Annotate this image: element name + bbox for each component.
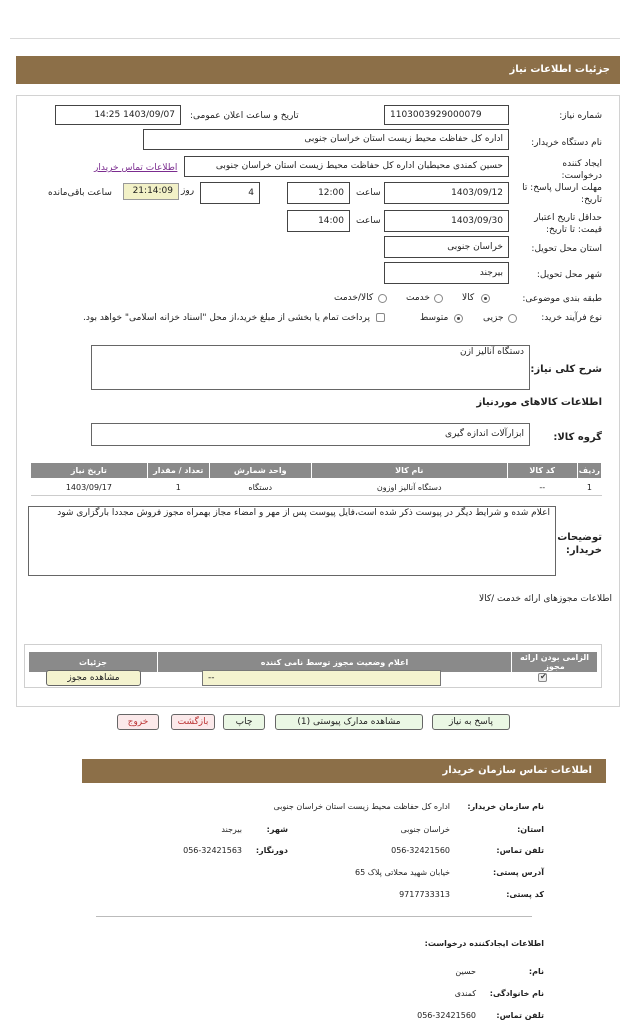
contact-phone-label: تلفن تماس: <box>496 846 544 855</box>
contact-fax-value: 056-32421563 <box>183 846 242 855</box>
category-goods-label: کالا <box>462 293 475 303</box>
category-service-radio[interactable] <box>434 294 443 303</box>
remaining-time-label: ساعت باقی‌مانده <box>48 188 112 198</box>
contact-address-value: خیابان شهید محلاتی پلاک 65 <box>355 868 450 877</box>
creator-last-name-value: کمندی <box>454 989 476 998</box>
reply-days-field: 4 <box>200 182 260 204</box>
reply-time-label: ساعت <box>356 188 381 198</box>
cell-code: -- <box>507 479 577 496</box>
process-medium-label: متوسط <box>420 313 449 323</box>
table-row[interactable] <box>31 479 602 496</box>
buyer-notes-field: اعلام شده و شرایط دیگر در پیوست ذکر شده است،فایل پیوست پس از مهر و امضاء مجاز بهمراه مجوز فروش مجددا بارگزاری شود <box>28 506 556 576</box>
col-unit: واحد شمارش <box>209 463 311 479</box>
col-date: تاریخ نیاز <box>31 463 148 479</box>
province-label: استان محل تحویل: <box>531 244 602 254</box>
back-button[interactable]: بازگشت <box>171 714 215 730</box>
province-field: خراسان جنوبی <box>384 236 509 258</box>
need-number-label: شماره نیاز: <box>559 111 602 121</box>
top-divider <box>10 38 620 39</box>
announce-date-field: 1403/09/07 14:25 <box>55 105 181 125</box>
category-both-label: کالا/خدمت <box>334 293 374 303</box>
category-both-radio[interactable] <box>378 294 387 303</box>
treasury-payment-note: پرداخت تمام یا بخشی از مبلغ خرید،از محل "اسناد خزانه اسلامی" خواهد بود. <box>82 313 370 323</box>
process-label: نوع فرآیند خرید: <box>541 313 602 323</box>
creator-field: حسین کمندی محیطبان اداره کل حفاظت محیط زیست استان خراسان جنوبی <box>184 156 509 177</box>
col-permit-details: جزئیات <box>29 652 158 673</box>
contact-phone-value: 056-32421560 <box>391 846 450 855</box>
days-label: روز <box>181 186 195 196</box>
category-goods-radio[interactable] <box>481 294 490 303</box>
col-index: ردیف <box>577 463 601 479</box>
contact-province-label: استان: <box>517 825 544 834</box>
col-qty: تعداد / مقدار <box>147 463 209 479</box>
attachments-button[interactable]: مشاهده مدارک پیوستی (1) <box>275 714 423 730</box>
creator-info-title: اطلاعات ایجادکننده درخواست: <box>424 939 544 948</box>
col-permit-required: الزامی بودن ارائه مجوز <box>512 652 598 673</box>
permits-title: اطلاعات مجوزهای ارائه خدمت /کالا <box>478 594 612 604</box>
cell-unit: دستگاه <box>209 479 311 496</box>
process-minor-label: جزیی <box>483 313 504 323</box>
buyer-label: نام دستگاه خریدار: <box>531 138 602 148</box>
reply-date-field: 1403/09/12 <box>384 182 509 204</box>
goods-table-header <box>31 463 602 479</box>
buyer-notes-label: توضیحات خریدار: <box>557 532 602 556</box>
cell-date: 1403/09/17 <box>31 479 148 496</box>
category-service-label: خدمت <box>406 293 430 303</box>
contact-org-value: اداره کل حفاظت محیط زیست استان خراسان جنوبی <box>273 802 450 811</box>
reply-deadline-label: مهلت ارسال پاسخ: تا تاریخ: <box>522 183 602 205</box>
summary-label: شرح کلی نیاز: <box>530 364 602 375</box>
contact-postal-value: 9717733313 <box>399 890 450 899</box>
reply-button[interactable]: پاسخ به نیاز <box>432 714 510 730</box>
contact-section-title: اطلاعات تماس سازمان خریدار <box>82 759 606 783</box>
page-title: جزئیات اطلاعات نیاز <box>16 56 620 84</box>
contact-province-value: خراسان جنوبی <box>400 825 450 834</box>
contact-divider <box>96 916 532 917</box>
process-medium-radio[interactable] <box>454 314 463 323</box>
creator-last-name-label: نام خانوادگی: <box>489 989 544 998</box>
creator-label: ایجاد کننده درخواست: <box>561 159 602 181</box>
creator-first-name-label: نام: <box>528 967 544 976</box>
category-label: طبقه بندی موضوعی: <box>522 294 602 304</box>
need-number-field: 1103003929000079 <box>384 105 509 125</box>
contact-fax-label: دورنگار: <box>255 846 288 855</box>
treasury-payment-checkbox[interactable] <box>376 313 385 322</box>
contact-address-label: آدرس پستی: <box>493 868 544 877</box>
price-validity-label: حداقل تاریخ اعتبار قیمت: تا تاریخ: <box>534 213 602 235</box>
price-time-label: ساعت <box>356 216 381 226</box>
goods-group-label: گروه کالا: <box>553 432 602 443</box>
process-minor-radio[interactable] <box>508 314 517 323</box>
creator-first-name-value: حسین <box>455 967 476 976</box>
price-date-field: 1403/09/30 <box>384 210 509 232</box>
creator-phone-label: تلفن تماس: <box>496 1011 544 1020</box>
creator-phone-value: 056-32421560 <box>417 1011 476 1020</box>
goods-group-field: ابزارآلات اندازه گیری <box>91 423 530 446</box>
buyer-contact-link[interactable]: اطلاعات تماس خریدار <box>94 163 178 173</box>
contact-org-label: نام سازمان خریدار: <box>467 802 544 811</box>
announce-date-label: تاریخ و ساعت اعلان عمومی: <box>190 111 299 121</box>
price-time-field: 14:00 <box>287 210 350 232</box>
exit-button[interactable]: خروج <box>117 714 159 730</box>
goods-table <box>30 462 602 496</box>
view-permit-button[interactable]: مشاهده مجوز <box>46 670 141 686</box>
permit-status-field: -- <box>202 670 441 686</box>
contact-postal-label: کد پستی: <box>506 890 544 899</box>
contact-city-value: بیرجند <box>221 825 242 834</box>
city-field: بیرجند <box>384 262 509 284</box>
col-name: نام کالا <box>311 463 507 479</box>
city-label: شهر محل تحویل: <box>536 270 602 280</box>
col-code: کد کالا <box>507 463 577 479</box>
summary-field: دستگاه آنالیز ازن <box>91 345 530 390</box>
check-icon: ✔ <box>540 672 547 681</box>
buyer-field: اداره کل حفاظت محیط زیست استان خراسان جنوبی <box>143 129 509 150</box>
cell-qty: 1 <box>147 479 209 496</box>
cell-index: 1 <box>577 479 601 496</box>
col-permit-status: اعلام وضعیت مجوز توسط نامی کننده <box>158 652 512 673</box>
cell-name: دستگاه آنالیز اوزون <box>311 479 507 496</box>
remaining-time-field: 21:14:09 <box>123 183 179 200</box>
print-button[interactable]: چاپ <box>223 714 265 730</box>
contact-city-label: شهر: <box>266 825 288 834</box>
goods-section-title: اطلاعات کالاهای موردنیاز <box>476 397 602 408</box>
reply-time-field: 12:00 <box>287 182 350 204</box>
